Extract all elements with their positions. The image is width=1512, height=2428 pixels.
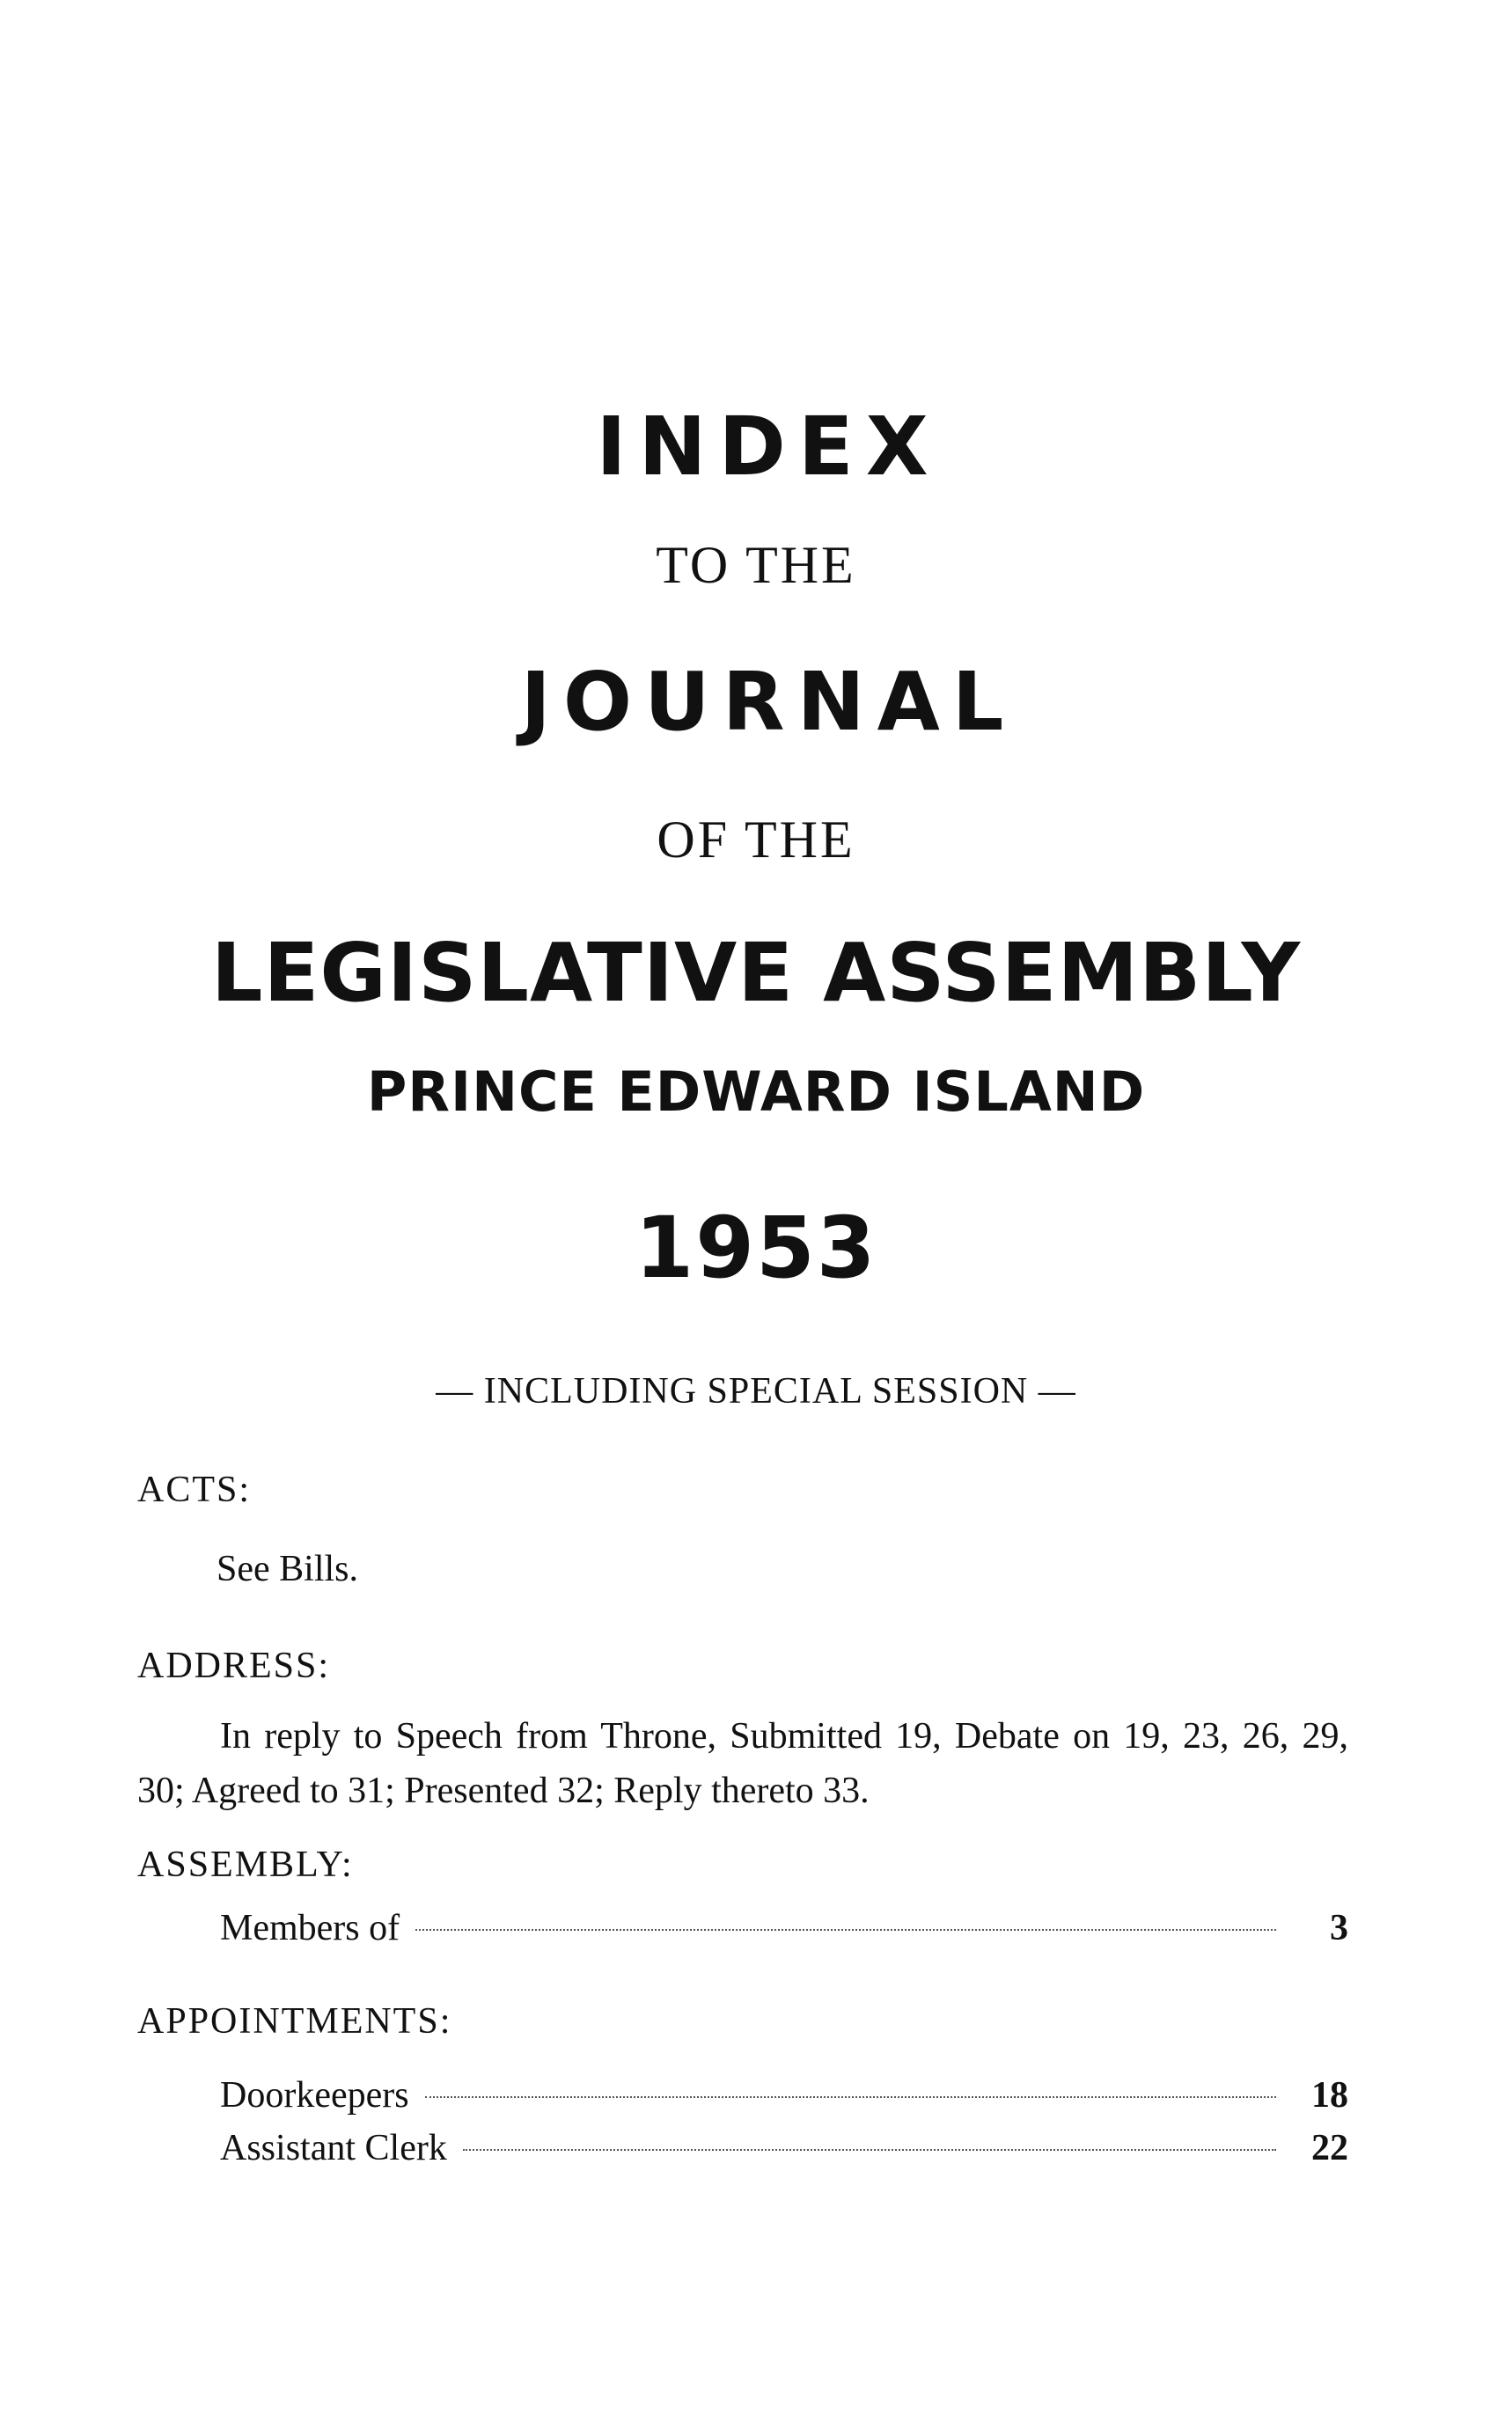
entry-page-number: 3: [1330, 1908, 1348, 1948]
index-entry: [220, 2073, 1348, 2117]
title-province: PRINCE EDWARD ISLAND: [366, 1060, 1146, 1124]
acts-text: See Bills.: [217, 1549, 359, 1589]
entry-label: Members of: [220, 1908, 400, 1948]
entry-page-number: 18: [1311, 2075, 1348, 2116]
section-heading-acts: ACTS:: [137, 1470, 252, 1510]
dot-leader: [463, 2149, 1276, 2151]
title-journal: JOURNAL: [520, 655, 1017, 749]
title-legislative-assembly: LEGISLATIVE ASSEMBLY: [210, 926, 1302, 1020]
section-heading-address: ADDRESS:: [137, 1646, 331, 1686]
title-index: INDEX: [596, 400, 941, 494]
dot-leader: [425, 2096, 1276, 2098]
index-entry: [220, 1906, 1348, 1950]
section-heading-appointments: APPOINTMENTS:: [137, 2001, 452, 2042]
title-of-the: OF THE: [657, 811, 855, 869]
address-text: In reply to Speech from Throne, Submitted 19, Debate on 19, 23, 26, 29, 30; Agreed to 31; Presented 32; Reply thereto 33.: [137, 1716, 1348, 1811]
dot-leader: [415, 1929, 1276, 1931]
title-to-the: TO THE: [656, 536, 856, 594]
index-entry: [220, 2126, 1348, 2170]
entry-label: Assistant Clerk: [220, 2128, 447, 2168]
title-year: 1953: [635, 1199, 877, 1297]
entry-page-number: 22: [1311, 2128, 1348, 2168]
section-heading-assembly: ASSEMBLY:: [137, 1845, 354, 1885]
session-note: — INCLUDING SPECIAL SESSION —: [436, 1371, 1076, 1412]
entry-label: Doorkeepers: [220, 2075, 409, 2116]
